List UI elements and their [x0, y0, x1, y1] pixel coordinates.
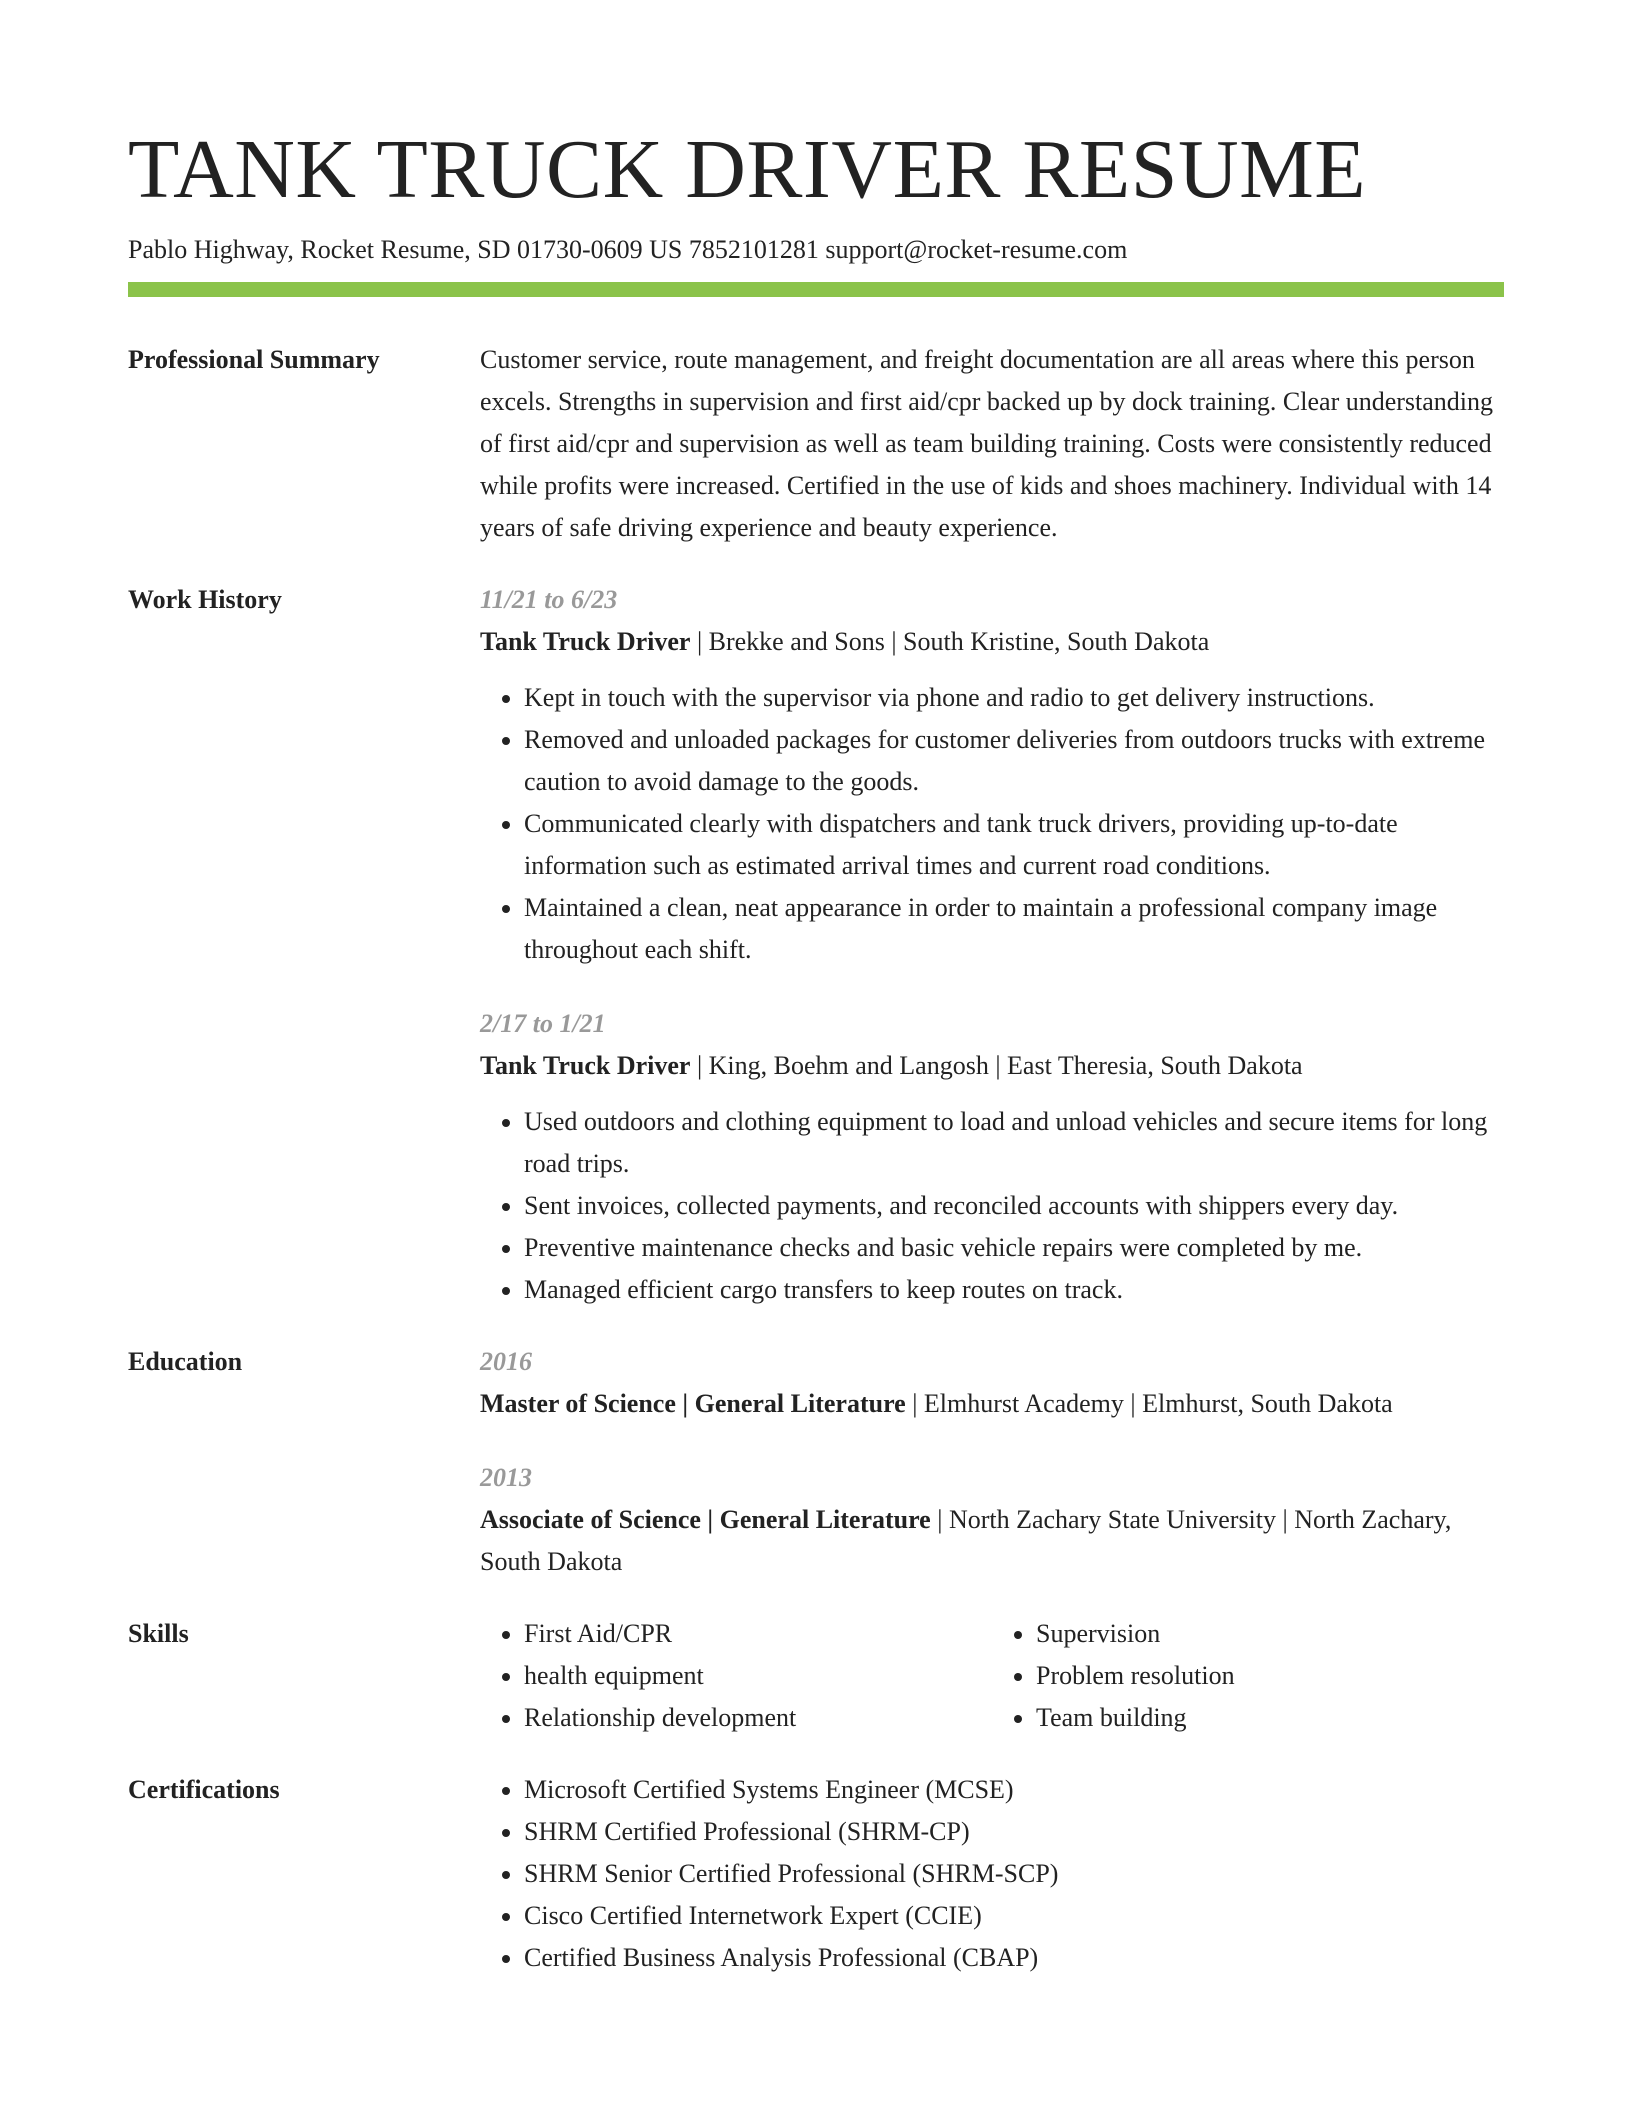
certification-item: • Cisco Certified Internetwork Expert (CCIE) — [524, 1895, 1504, 1937]
section-label-skills: Skills — [128, 1619, 189, 1648]
certification-item: • Microsoft Certified Systems Engineer (MCSE) — [524, 1769, 1504, 1811]
section-professional-summary — [128, 339, 1504, 549]
certification-item: • SHRM Certified Professional (SHRM-CP) — [524, 1811, 1504, 1853]
resume-title: TANK TRUCK DRIVER RESUME — [128, 123, 1367, 216]
education-year: 2013 — [480, 1463, 532, 1492]
contact-line — [128, 232, 1504, 268]
education-year: 2016 — [480, 1347, 532, 1376]
section-certifications — [128, 1769, 1504, 1979]
contact-phone: 7852101281 — [688, 235, 819, 264]
job-title: Tank Truck Driver — [480, 627, 691, 656]
skills-list-left — [480, 1613, 992, 1739]
skill-item: • First Aid/CPR — [524, 1613, 992, 1655]
summary-body — [480, 339, 1504, 549]
job-bullet: • Preventive maintenance checks and basic vehicle repairs were completed by me. — [524, 1227, 1504, 1269]
section-work-history — [128, 579, 1504, 1311]
section-education — [128, 1341, 1504, 1583]
work-history-body — [480, 579, 1504, 1311]
skill-item: • Team building — [1036, 1697, 1504, 1739]
skills-grid — [480, 1613, 1504, 1739]
job-bullet: • Managed efficient cargo transfers to keep routes on track. — [524, 1269, 1504, 1311]
job-bullet: • Removed and unloaded packages for customer deliveries from outdoors trucks with extreme caution to avoid damage to the goods. — [524, 719, 1504, 803]
job-bullet: • Sent invoices, collected payments, and reconciled accounts with shippers every day. — [524, 1185, 1504, 1227]
job-bullet: • Kept in touch with the supervisor via phone and radio to get delivery instructions. — [524, 677, 1504, 719]
education-degree: Master of Science | General Literature — [480, 1389, 906, 1418]
job-bullet: • Used outdoors and clothing equipment to load and unload vehicles and secure items for long road trips. — [524, 1101, 1504, 1185]
job-heading — [480, 1045, 1504, 1087]
job-dates: 11/21 to 6/23 — [480, 585, 618, 614]
skill-item: • Supervision — [1036, 1613, 1504, 1655]
job-title: Tank Truck Driver — [480, 1051, 691, 1080]
skills-list-right — [992, 1613, 1504, 1739]
job-bullets — [480, 677, 1504, 971]
job-dates: 2/17 to 1/21 — [480, 1009, 606, 1038]
job-entry — [480, 579, 1504, 971]
job-entry — [480, 1003, 1504, 1311]
certifications-list — [480, 1769, 1504, 1979]
skill-item: • Relationship development — [524, 1697, 992, 1739]
education-heading — [480, 1383, 1504, 1425]
skill-item: • Problem resolution — [1036, 1655, 1504, 1697]
education-body — [480, 1341, 1504, 1583]
skills-body — [480, 1613, 1504, 1739]
job-bullet: • Communicated clearly with dispatchers and tank truck drivers, providing up-to-date information such as estimated arrival times and current road conditions. — [524, 803, 1504, 887]
skill-item: • health equipment — [524, 1655, 992, 1697]
education-entry — [480, 1457, 1504, 1583]
section-skills — [128, 1613, 1504, 1739]
section-label-work-history: Work History — [128, 585, 282, 614]
section-label-certifications: Certifications — [128, 1775, 280, 1804]
contact-email: support@rocket-resume.com — [825, 235, 1128, 264]
certification-item: • Certified Business Analysis Professional (CBAP) — [524, 1937, 1504, 1979]
section-label-education: Education — [128, 1347, 243, 1376]
education-details: | North Zachary State University | North Zachary, South Dakota — [480, 1505, 1452, 1576]
education-details: | Elmhurst Academy | Elmhurst, South Dakota — [905, 1389, 1393, 1418]
summary-text: Customer service, route management, and freight documentation are all areas where this person excels. Strengths in supervision and first aid/cpr backed up by dock training. Clear understanding of first aid/cpr and supervision as well as team building training. Costs were consistently reduced while profits were increased. Certified in the use of kids and shoes machinery. Individual with 14 years of safe driving experience and beauty experience. — [480, 345, 1494, 542]
education-heading — [480, 1499, 1504, 1583]
section-label-summary: Professional Summary — [128, 345, 380, 374]
accent-divider — [128, 282, 1504, 297]
certifications-body — [480, 1769, 1504, 1979]
certification-item: • SHRM Senior Certified Professional (SHRM-SCP) — [524, 1853, 1504, 1895]
job-bullet: • Maintained a clean, neat appearance in order to maintain a professional company image throughout each shift. — [524, 887, 1504, 971]
job-heading — [480, 621, 1504, 663]
job-details: | King, Boehm and Langosh | East Theresia, South Dakota — [690, 1051, 1303, 1080]
education-degree: Associate of Science | General Literature — [480, 1505, 931, 1534]
job-details: | Brekke and Sons | South Kristine, South Dakota — [690, 627, 1210, 656]
job-bullets — [480, 1101, 1504, 1311]
contact-address: Pablo Highway, Rocket Resume, SD 01730-0609 US — [128, 235, 683, 264]
resume-page — [128, 118, 1504, 1979]
education-entry — [480, 1341, 1504, 1425]
